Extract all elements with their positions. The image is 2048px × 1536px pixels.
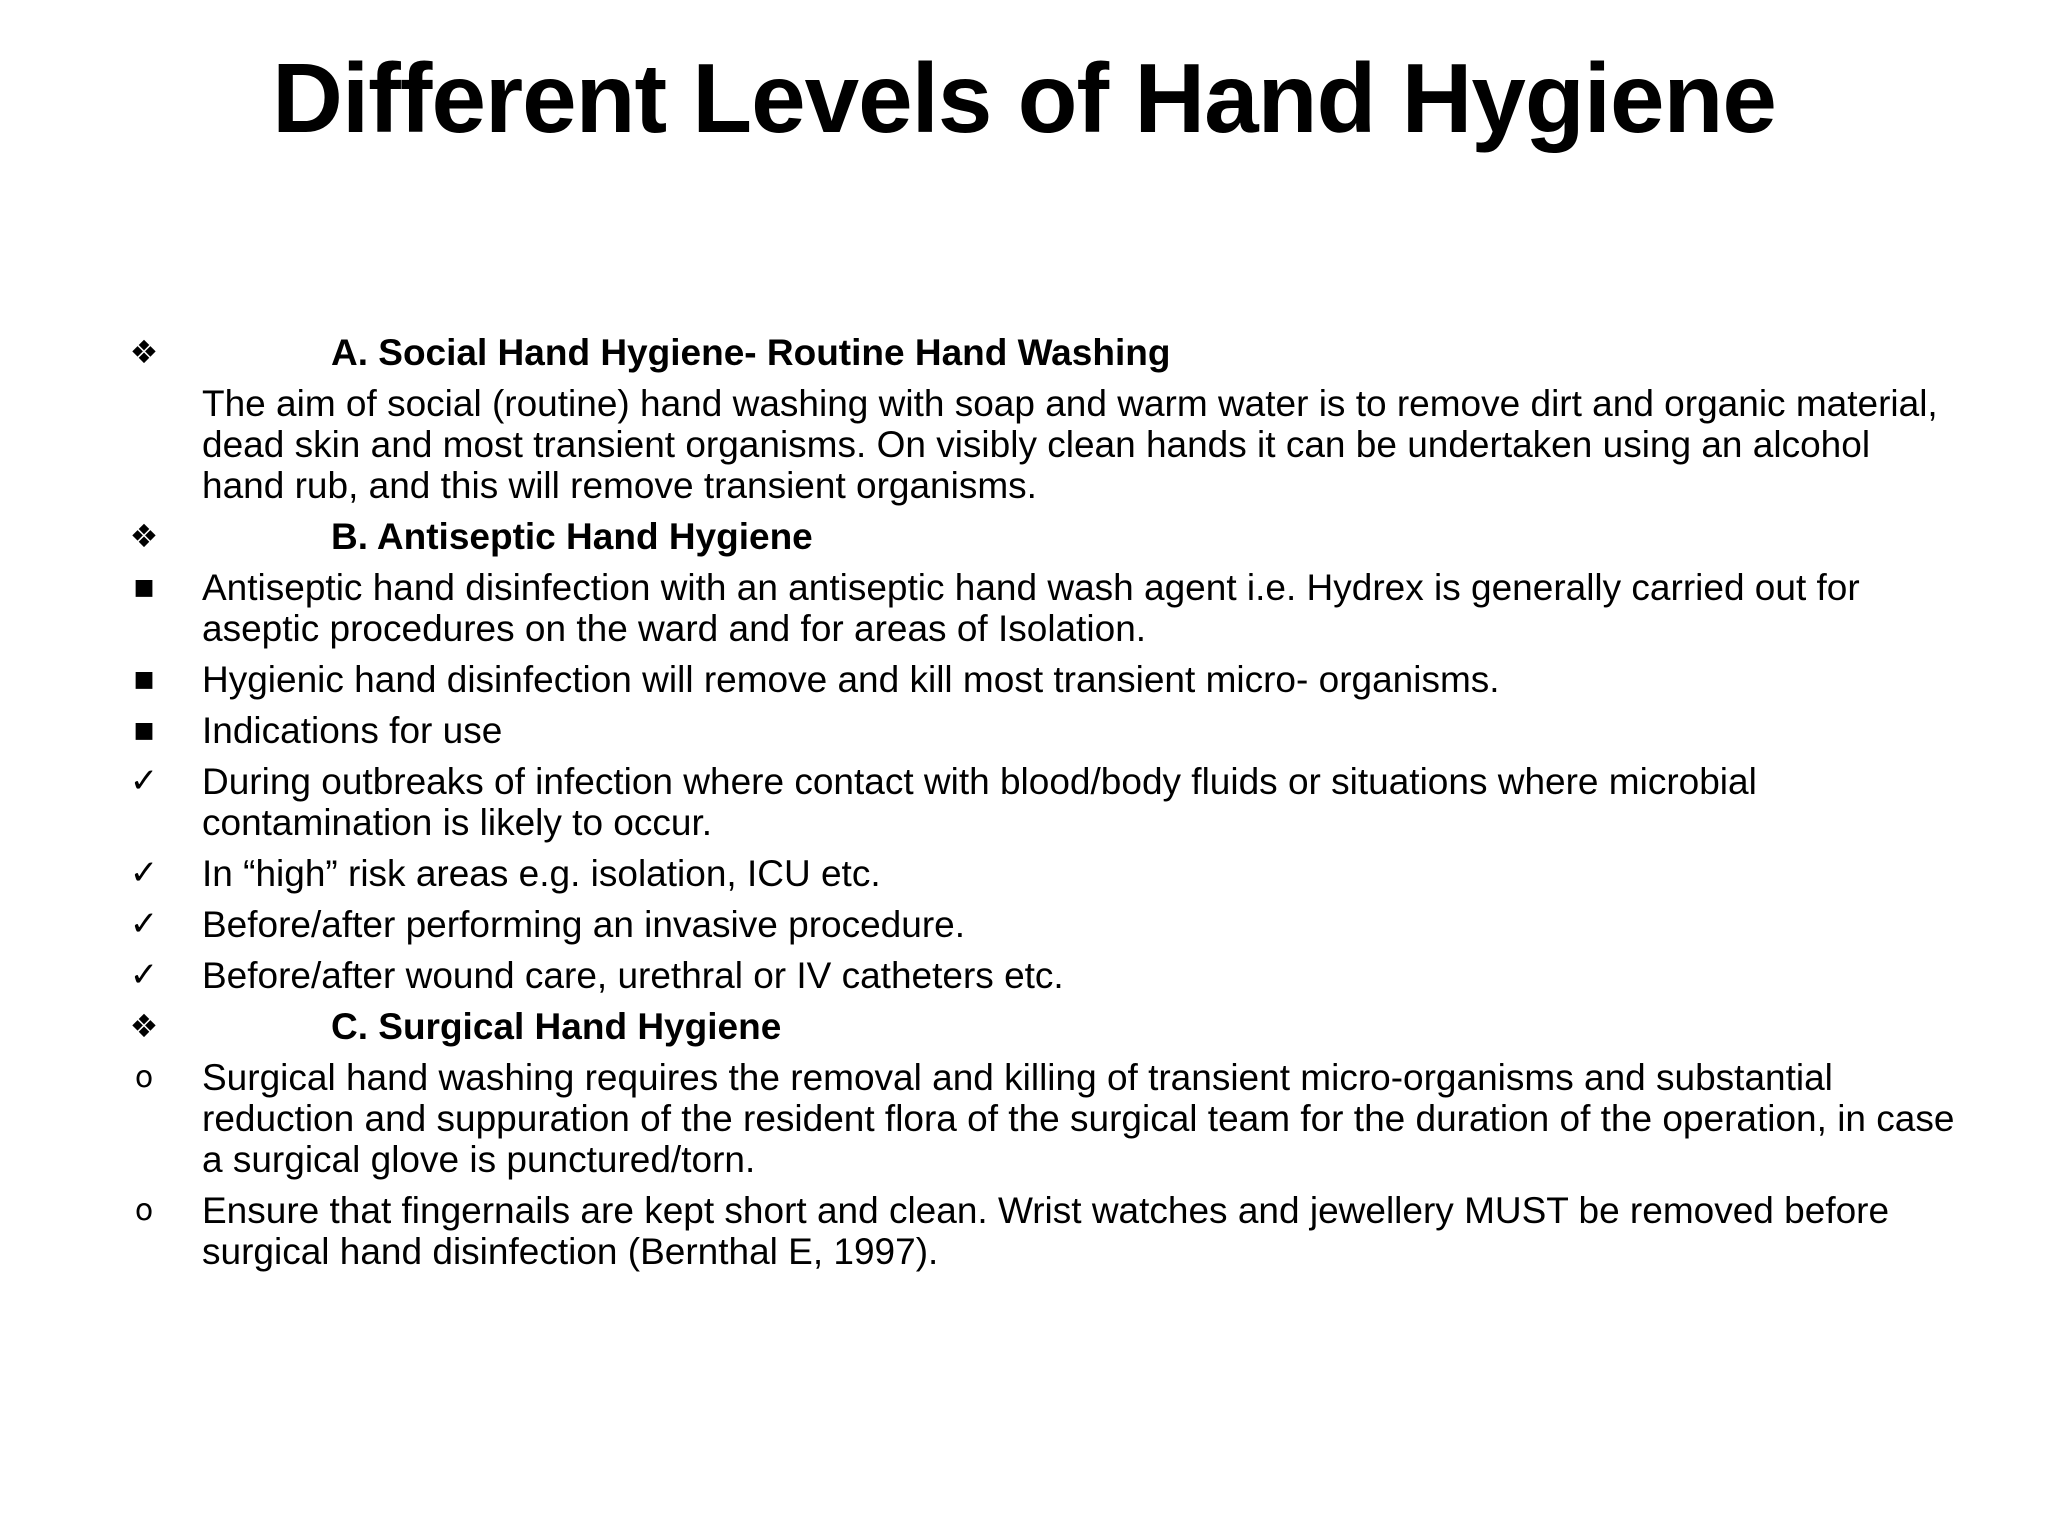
list-item-text: Ensure that fingernails are kept short and clean. Wrist watches and jewellery MUST be removed before surgical hand disinfection (Bernthal E, 1997).: [202, 1190, 1890, 1272]
check-item-text: During outbreaks of infection where contact with blood/body fluids or situations where microbial contamination is likely to occur.: [202, 761, 1757, 843]
diamond-bullet-icon: ❖: [129, 333, 159, 371]
section-a-paragraph-text: The aim of social (routine) hand washing with soap and warm water is to remove dirt and organic material, dead skin and most transient organisms. On visibly clean hands it can be undertaken using an alcohol hand rub, and this will remove transient organisms.: [202, 383, 1938, 506]
list-item: [0, 1190, 2048, 1272]
circle-bullet-icon: o: [134, 1193, 154, 1228]
square-bullet-icon: ■: [133, 575, 155, 600]
section-a-heading-text: A. Social Hand Hygiene- Routine Hand Washing: [331, 332, 1171, 373]
slide-body: [0, 332, 2048, 1272]
check-item: [0, 853, 2048, 894]
check-mark-icon: ✓: [129, 904, 159, 944]
check-item-text: Before/after performing an invasive procedure.: [202, 904, 966, 945]
list-item: [0, 659, 2048, 700]
section-c-heading: [0, 1006, 2048, 1047]
list-item-text: Antiseptic hand disinfection with an antiseptic hand wash agent i.e. Hydrex is generally carried out for aseptic procedures on the ward and for areas of Isolation.: [202, 567, 1860, 649]
check-item-text: In “high” risk areas e.g. isolation, ICU etc.: [202, 853, 881, 894]
section-b-heading: [0, 516, 2048, 557]
list-item: [0, 710, 2048, 751]
slide-title: Different Levels of Hand Hygiene: [272, 43, 1776, 153]
square-bullet-icon: ■: [133, 718, 155, 743]
check-mark-icon: ✓: [129, 955, 159, 995]
section-c-heading-text: C. Surgical Hand Hygiene: [331, 1006, 782, 1047]
check-item: [0, 761, 2048, 843]
diamond-bullet-icon: ❖: [129, 517, 159, 555]
check-item-text: Before/after wound care, urethral or IV catheters etc.: [202, 955, 1064, 996]
list-item-text: Indications for use: [202, 710, 503, 751]
list-item-text: Hygienic hand disinfection will remove and kill most transient micro- organisms.: [202, 659, 1500, 700]
square-bullet-icon: ■: [133, 667, 155, 692]
check-mark-icon: ✓: [129, 761, 159, 801]
check-mark-icon: ✓: [129, 853, 159, 893]
check-item: [0, 904, 2048, 945]
list-item: [0, 1057, 2048, 1180]
list-item: [0, 567, 2048, 649]
section-a-heading: [0, 332, 2048, 373]
section-b-heading-text: B. Antiseptic Hand Hygiene: [331, 516, 813, 557]
diamond-bullet-icon: ❖: [129, 1007, 159, 1045]
check-item: [0, 955, 2048, 996]
list-item-text: Surgical hand washing requires the removal and killing of transient micro-organisms and substantial reduction and suppuration of the resident flora of the surgical team for the duration of the operation, in case a surgical glove is punctured/torn.: [202, 1057, 1955, 1180]
section-a-paragraph: [0, 383, 2048, 506]
circle-bullet-icon: o: [134, 1060, 154, 1095]
